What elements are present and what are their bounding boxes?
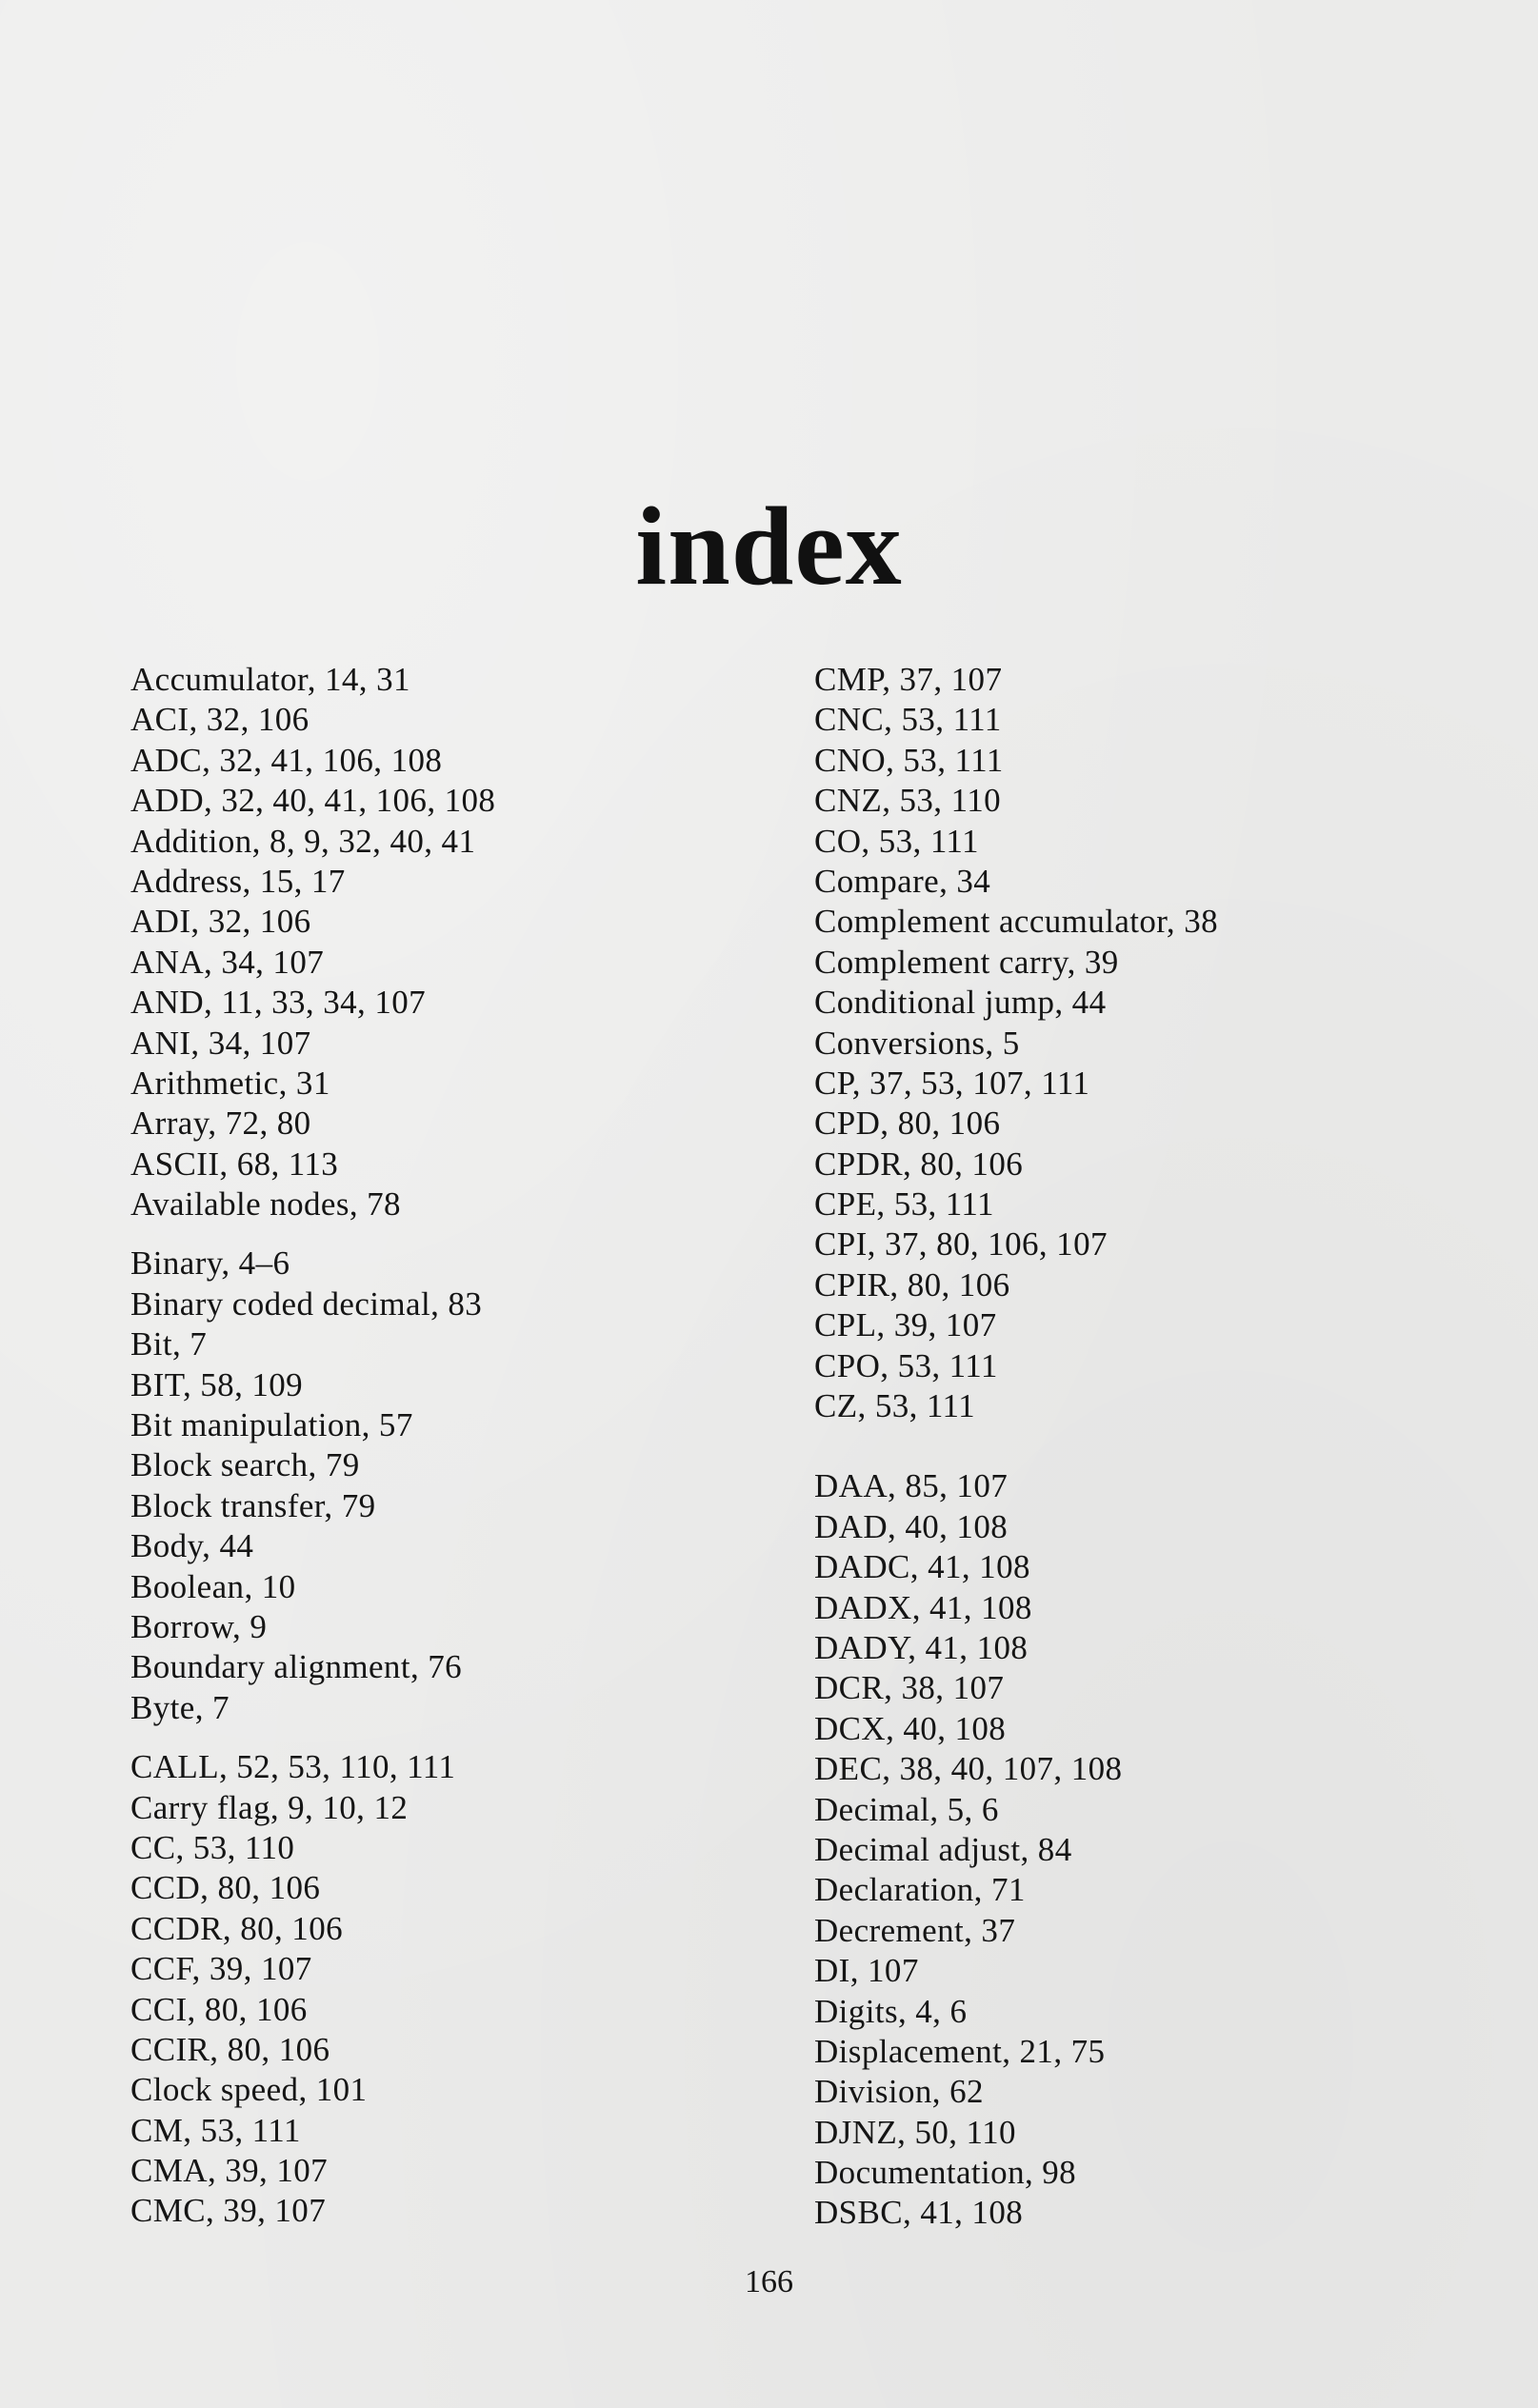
index-entry: Complement accumulator, 38 bbox=[814, 903, 1219, 941]
page-title: index bbox=[635, 484, 903, 609]
index-entry: Documentation, 98 bbox=[814, 2154, 1077, 2192]
index-entry: Available nodes, 78 bbox=[130, 1185, 401, 1224]
index-entry: CCI, 80, 106 bbox=[130, 1990, 308, 2028]
index-entry: Decimal, 5, 6 bbox=[814, 1790, 999, 1828]
index-entry: CMP, 37, 107 bbox=[814, 661, 1003, 698]
index-entry: DADY, 41, 108 bbox=[814, 1628, 1029, 1666]
index-entry: Binary, 4–6 bbox=[130, 1244, 290, 1283]
index-entry: Conditional jump, 44 bbox=[814, 984, 1107, 1022]
index-entry: Decrement, 37 bbox=[814, 1911, 1016, 1949]
index-entry: Borrow, 9 bbox=[130, 1607, 268, 1645]
index-entry: Address, 15, 17 bbox=[130, 862, 346, 900]
index-entry: DEC, 38, 40, 107, 108 bbox=[814, 1750, 1123, 1788]
index-entry: Complement carry, 39 bbox=[814, 943, 1119, 981]
index-entry: ADI, 32, 106 bbox=[130, 903, 311, 941]
index-entry: CMC, 39, 107 bbox=[130, 2192, 327, 2230]
index-entry: Division, 62 bbox=[814, 2073, 984, 2111]
index-entry: Declaration, 71 bbox=[814, 1871, 1026, 1909]
index-entry: CPL, 39, 107 bbox=[814, 1306, 997, 1344]
index-entry: BIT, 58, 109 bbox=[130, 1365, 304, 1403]
index-entry: CPD, 80, 106 bbox=[814, 1104, 1001, 1143]
index-entry: AND, 11, 33, 34, 107 bbox=[130, 984, 427, 1022]
index-entry: CNO, 53, 111 bbox=[814, 741, 1004, 779]
index-entry: ANA, 34, 107 bbox=[130, 943, 325, 981]
index-entry: Accumulator, 14, 31 bbox=[130, 661, 410, 698]
index-entry: CNC, 53, 111 bbox=[814, 701, 1002, 739]
index-entry: Bit, 7 bbox=[130, 1325, 208, 1363]
index-entry: DCX, 40, 108 bbox=[814, 1709, 1007, 1747]
index-entry: CZ, 53, 111 bbox=[814, 1387, 976, 1425]
index-entry: Clock speed, 101 bbox=[130, 2071, 368, 2109]
index-column-right bbox=[814, 660, 1481, 2234]
index-entry: CC, 53, 110 bbox=[130, 1828, 295, 1866]
index-entry: Block search, 79 bbox=[130, 1446, 360, 1484]
index-entry: DADX, 41, 108 bbox=[814, 1588, 1032, 1626]
index-entry: DI, 107 bbox=[814, 1952, 919, 1990]
index-entry: ADC, 32, 41, 106, 108 bbox=[130, 741, 443, 779]
index-entry: CCF, 39, 107 bbox=[130, 1950, 312, 1988]
index-entry: Compare, 34 bbox=[814, 862, 991, 900]
index-entry: DAD, 40, 108 bbox=[814, 1507, 1009, 1545]
index-entry: Body, 44 bbox=[130, 1527, 254, 1565]
index-column-left bbox=[130, 660, 740, 2232]
index-entry: CPI, 37, 80, 106, 107 bbox=[814, 1225, 1108, 1264]
index-entry: DADC, 41, 108 bbox=[814, 1548, 1030, 1586]
index-entry: Boolean, 10 bbox=[130, 1567, 296, 1605]
index-entry: DSBC, 41, 108 bbox=[814, 2194, 1024, 2232]
index-entry: CMA, 39, 107 bbox=[130, 2152, 329, 2190]
index-entry: CM, 53, 111 bbox=[130, 2111, 301, 2149]
index-entry: Boundary alignment, 76 bbox=[130, 1648, 463, 1686]
index-entry: Decimal adjust, 84 bbox=[814, 1830, 1072, 1868]
index-entry: Bit manipulation, 57 bbox=[130, 1406, 413, 1444]
index-entry: Byte, 7 bbox=[130, 1688, 230, 1726]
index-entry: CALL, 52, 53, 110, 111 bbox=[130, 1748, 456, 1786]
index-entry: CP, 37, 53, 107, 111 bbox=[814, 1064, 1090, 1102]
page-number: 166 bbox=[745, 2264, 793, 2299]
index-entry: ADD, 32, 40, 41, 106, 108 bbox=[130, 782, 496, 820]
index-entry: DJNZ, 50, 110 bbox=[814, 2113, 1016, 2151]
index-entry: CPIR, 80, 106 bbox=[814, 1265, 1010, 1304]
index-entry: CCDR, 80, 106 bbox=[130, 1909, 344, 1947]
index-entry: Addition, 8, 9, 32, 40, 41 bbox=[130, 822, 476, 860]
index-entry: Digits, 4, 6 bbox=[814, 1992, 968, 2030]
index-entry: Binary coded decimal, 83 bbox=[130, 1284, 483, 1323]
index-entry: CCIR, 80, 106 bbox=[130, 2030, 330, 2068]
index-entry: CCD, 80, 106 bbox=[130, 1869, 321, 1907]
index-entry: CPE, 53, 111 bbox=[814, 1185, 994, 1224]
index-entry: CPO, 53, 111 bbox=[814, 1346, 998, 1384]
index-entry: ACI, 32, 106 bbox=[130, 701, 310, 739]
index-entry: ANI, 34, 107 bbox=[130, 1024, 311, 1062]
index-entry: DAA, 85, 107 bbox=[814, 1467, 1009, 1505]
index-entry: Conversions, 5 bbox=[814, 1024, 1020, 1062]
index-entry: CPDR, 80, 106 bbox=[814, 1144, 1024, 1183]
index-entry: Arithmetic, 31 bbox=[130, 1064, 330, 1102]
index-entry: Array, 72, 80 bbox=[130, 1104, 311, 1143]
index-entry: CNZ, 53, 110 bbox=[814, 782, 1002, 820]
index-entry: Displacement, 21, 75 bbox=[814, 2032, 1106, 2070]
index-entry: DCR, 38, 107 bbox=[814, 1669, 1005, 1707]
index-entry: CO, 53, 111 bbox=[814, 822, 979, 860]
index-entry: ASCII, 68, 113 bbox=[130, 1144, 339, 1183]
index-entry: Carry flag, 9, 10, 12 bbox=[130, 1788, 409, 1826]
index-entry: Block transfer, 79 bbox=[130, 1486, 376, 1524]
